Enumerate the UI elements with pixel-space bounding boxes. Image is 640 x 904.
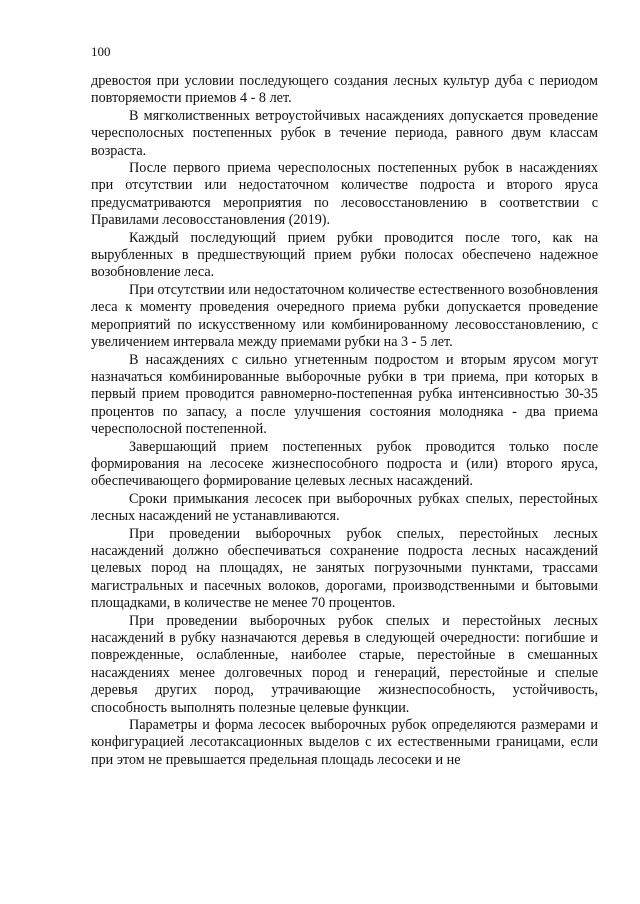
paragraph: При проведении выборочных рубок спелых и перестойных лесных насаждений в рубку назначаются деревья в следующей очередности: погибшие и поврежденные, ослабленные, наиболее старые, перестойные в смешанных насаждениях менее долговечных пород и генераций, перестойные и спелые деревья других пород, утрачивающие жизнеспособность, устойчивость, способность выполнять полезные целевые функции. bbox=[91, 612, 598, 716]
paragraph: Каждый последующий прием рубки проводится после того, как на вырубленных в предшествующий прием рубки полосах обеспечено надежное возобновление леса. bbox=[91, 229, 598, 281]
paragraph: Параметры и форма лесосек выборочных рубок определяются размерами и конфигурацией лесотаксационных выделов с их естественными границами, если при этом не превышается предельная площадь лесосеки и не bbox=[91, 717, 598, 768]
page-number: 100 bbox=[91, 44, 111, 59]
paragraph: При отсутствии или недостаточном количестве естественного возобновления леса к моменту проведения очередного приема рубки допускается проведение мероприятий по искусственному или комбинированному лесовосстановлению, с увеличением интервала между приемами рубки на 3 - 5 лет. bbox=[91, 281, 598, 351]
paragraph: После первого приема чересполосных постепенных рубок в насаждениях при отсутствии или недостаточном количестве подроста и второго яруса предусматриваются мероприятия по лесовосстановлению в соответствии с Правилами лесовосстановления (2019). bbox=[91, 160, 598, 229]
body-text bbox=[91, 73, 598, 769]
paragraph: Сроки примыкания лесосек при выборочных рубках спелых, перестойных лесных насаждений не устанавливаются. bbox=[91, 490, 598, 525]
paragraph: При проведении выборочных рубок спелых, перестойных лесных насаждений должно обеспечиваться сохранение подроста лесных насаждений целевых пород на площадях, не занятых погрузочными пунктами, трассами магистральных и пасечных волоков, дорогами, производственными и бытовыми площадками, в количестве не менее 70 процентов. bbox=[91, 525, 598, 612]
paragraph-continuation: древостоя при условии последующего создания лесных культур дуба с периодом повторяемости приемов 4 - 8 лет. bbox=[91, 73, 598, 107]
paragraph: Завершающий прием постепенных рубок проводится только после формирования на лесосеке жизнеспособного подроста и (или) второго яруса, обеспечивающего формирование целевых лесных насаждений. bbox=[91, 438, 598, 490]
paragraph: В насаждениях с сильно угнетенным подростом и вторым ярусом могут назначаться комбинированные выборочные рубки в три приема, при которых в первый прием проводится равномерно-постепенная рубка интенсивностью 30-35 процентов по запасу, а после улучшения состояния молодняка - два приема чересполосной постепенной. bbox=[91, 351, 598, 438]
paragraph: В мягколиственных ветроустойчивых насаждениях допускается проведение чересполосных постепенных рубок в течение периода, равного двум классам возраста. bbox=[91, 107, 598, 159]
